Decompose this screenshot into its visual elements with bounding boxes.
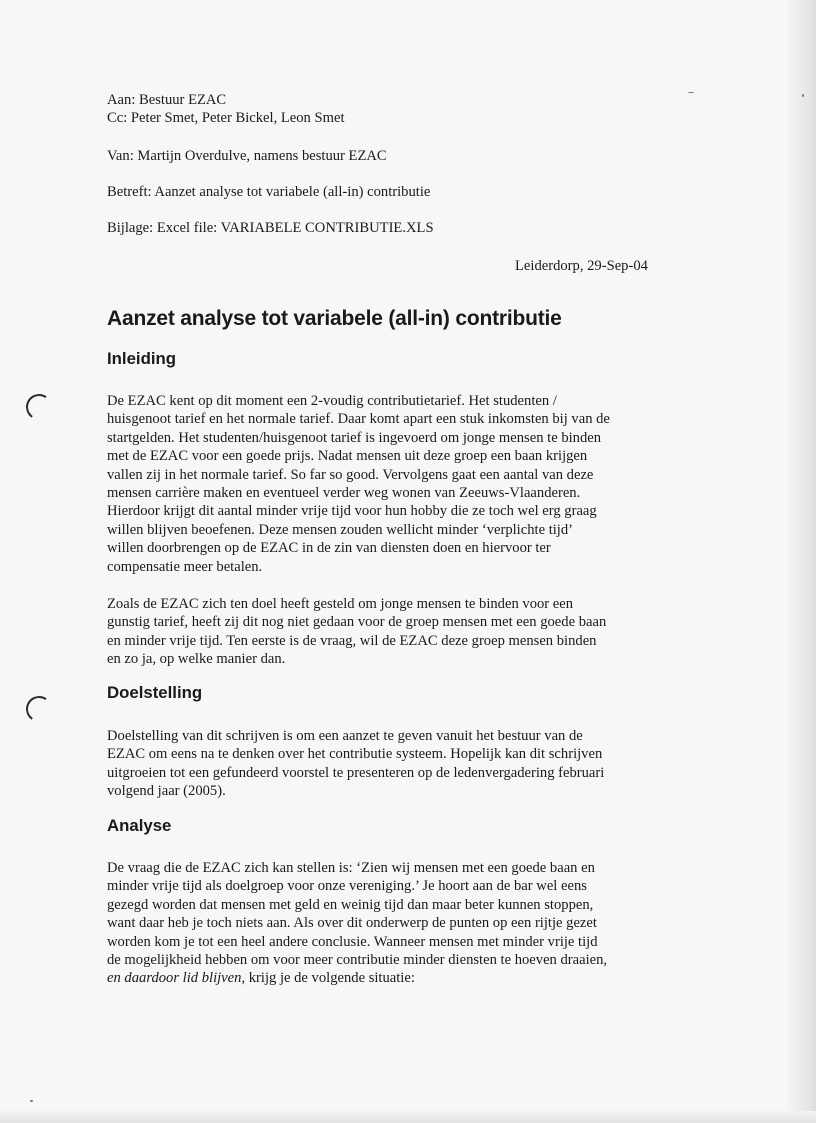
header-attachment: Bijlage: Excel file: VARIABELE CONTRIBUTIE.XLS	[107, 220, 434, 236]
header-from: Van: Martijn Overdulve, namens bestuur EZAC	[107, 148, 387, 164]
text-line: worden kom je tot een heel andere conclusie. Wanneer mensen met minder vrije tijd	[107, 933, 598, 950]
text-line: De vraag die de EZAC zich kan stellen is: ‘Zien wij mensen met een goede baan en	[107, 860, 595, 876]
memo-header	[107, 91, 667, 127]
page-edge-shadow	[788, 0, 816, 1123]
paragraph-inleiding-1	[107, 392, 667, 576]
text-line: De EZAC kent op dit moment een 2-voudig contributietarief. Het studenten /	[107, 393, 557, 409]
text-line: de mogelijkheid hebben om voor meer contributie minder diensten te hoeven draaien,	[107, 952, 608, 969]
text-line: mensen carrière maken en eventueel verder weg wonen van Zeeuws-Vlaanderen.	[107, 485, 581, 502]
heading-analyse: Analyse	[107, 816, 172, 835]
paragraph-doelstelling	[107, 727, 667, 801]
text-line: huisgenoot tarief en het normale tarief. Daar komt apart een stuk inkomsten bij van de	[107, 411, 610, 428]
text-line: willen blijven beoefenen. Deze mensen zouden wellicht minder ‘verplichte tijd’	[107, 521, 574, 538]
text-line: Hierdoor krijgt dit aantal minder vrije tijd voor hun hobby die ze toch wel erg graag	[107, 503, 597, 520]
document-title: Aanzet analyse tot variabele (all-in) contributie	[107, 307, 562, 330]
header-to: Aan: Bestuur EZAC	[107, 92, 227, 108]
heading-doelstelling: Doelstelling	[107, 683, 203, 702]
text-line: want daar heb je toch niets aan. Als over dit onderwerp de punten op een rijtje gezet	[107, 915, 597, 932]
text-line: compensatie meer betalen.	[107, 558, 263, 575]
text-line: startgelden. Het studenten/huisgenoot tarief is ingevoerd om jonge mensen te binden	[107, 429, 602, 446]
header-cc: Cc: Peter Smet, Peter Bickel, Leon Smet	[107, 110, 345, 126]
text-line: EZAC om eens na te denken over het contributie systeem. Hopelijk kan dit schrijven	[107, 746, 603, 763]
paragraph-inleiding-2	[107, 595, 667, 669]
header-place-date: Leiderdorp, 29-Sep-04	[515, 258, 648, 274]
text-line: met de EZAC voor een goede prijs. Nadat mensen uit deze groep een baan krijgen	[107, 448, 588, 465]
text-line: minder vrije tijd als doelgroep voor onze vereniging.’ Je hoort aan de bar wel eens	[107, 878, 587, 895]
text-line: gunstig tarief, heeft zij dit nog niet gedaan voor de groep mensen met een goede baan	[107, 614, 607, 631]
text-line: Doelstelling van dit schrijven is om een aanzet te geven vanuit het bestuur van de	[107, 728, 583, 744]
header-subject: Betreft: Aanzet analyse tot variabele (all-in) contributie	[107, 184, 431, 200]
text-line: gezegd worden dat mensen met geld en weinig tijd dan maar beter kunnen stoppen,	[107, 896, 594, 913]
text-line: willen doorbrengen op de EZAC in de zin van diensten doen en hiervoor ter	[107, 540, 551, 557]
text-line: uitgroeien tot een gefundeerd voorstel te presenteren op de ledenvergadering februari	[107, 764, 605, 781]
italic-emphasis: en daardoor lid blijven	[107, 970, 242, 987]
text-line-last	[107, 969, 667, 987]
scan-speck	[688, 92, 694, 93]
text-line: vallen zij in het normale tarief. So far so good. Vervolgens gaat een aantal van deze	[107, 466, 594, 483]
punch-hole-top	[24, 392, 54, 422]
text-line: en zo ja, op welke manier dan.	[107, 651, 286, 668]
scan-speck	[30, 1100, 33, 1102]
scan-speck	[802, 94, 804, 97]
heading-inleiding: Inleiding	[107, 349, 176, 368]
page-bottom-shadow	[0, 1111, 816, 1123]
text-line: volgend jaar (2005).	[107, 783, 226, 800]
text-line-rest: , krijg je de volgende situatie:	[241, 970, 415, 987]
paragraph-analyse	[107, 859, 667, 988]
punch-hole-bottom	[24, 694, 54, 724]
text-line: Zoals de EZAC zich ten doel heeft gesteld om jonge mensen te binden voor een	[107, 596, 574, 612]
text-line: en minder vrije tijd. Ten eerste is de vraag, wil de EZAC deze groep mensen binden	[107, 632, 597, 649]
